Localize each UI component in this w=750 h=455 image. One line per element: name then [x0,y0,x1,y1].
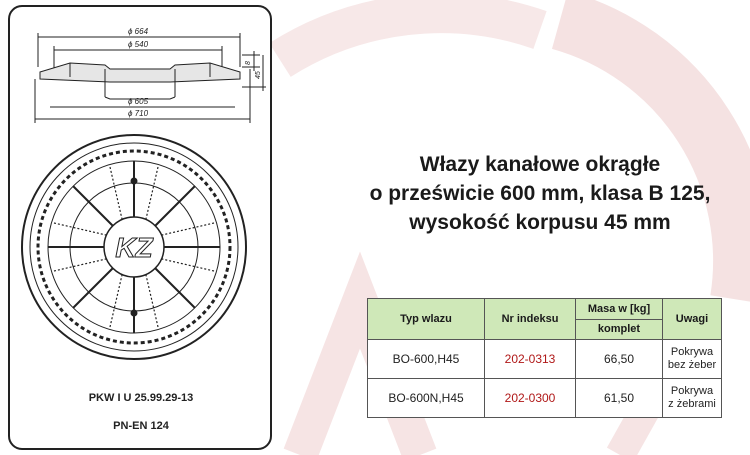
header-type: Typ wlazu [368,299,485,340]
dimension-8: 8 [245,61,252,65]
title-line-2: o prześwicie 600 mm, klasa B 125, [369,182,711,205]
table-row [368,379,722,418]
cell-index: 202-0300 [485,379,576,418]
certificate-pkwiu: PKW I U 25.99.29-13 [88,392,194,404]
technical-drawing-panel [8,5,272,450]
cell-mass: 61,50 [576,379,663,418]
dimension-540: ϕ 540 [128,40,149,49]
note-line: bez żeber [667,359,717,371]
dimension-605: ϕ 605 [128,97,149,106]
header-index: Nr indeksu [485,299,576,340]
dimension-45: 45 [255,71,262,79]
table-row [368,340,722,379]
cover-logo: KZ [115,232,153,263]
cell-mass: 66,50 [576,340,663,379]
title-line-3: wysokość korpusu 45 mm [409,211,671,234]
note-line: Pokrywa [670,346,714,358]
header-mass-complete: komplet [576,319,663,340]
cell-type: BO-600,H45 [368,340,485,379]
cell-index: 202-0313 [485,340,576,379]
header-notes: Uwagi [663,299,722,340]
dimension-664: ϕ 664 [128,27,149,36]
header-mass: Masa w [kg] [576,299,663,320]
dimension-710: ϕ 710 [128,109,149,118]
specification-table [367,298,722,418]
side-section-view [35,33,266,123]
product-title [330,150,750,237]
table-header-row [368,299,722,320]
cell-note [663,340,722,379]
title-line-1: Włazy kanałowe okrągłe [419,153,661,176]
cell-type: BO-600N,H45 [368,379,485,418]
note-line: z żebrami [668,398,716,410]
certificate-pn-en: PN-EN 124 [113,420,169,432]
manhole-drawing [10,7,272,450]
cell-note [663,379,722,418]
note-line: Pokrywa [670,385,714,397]
